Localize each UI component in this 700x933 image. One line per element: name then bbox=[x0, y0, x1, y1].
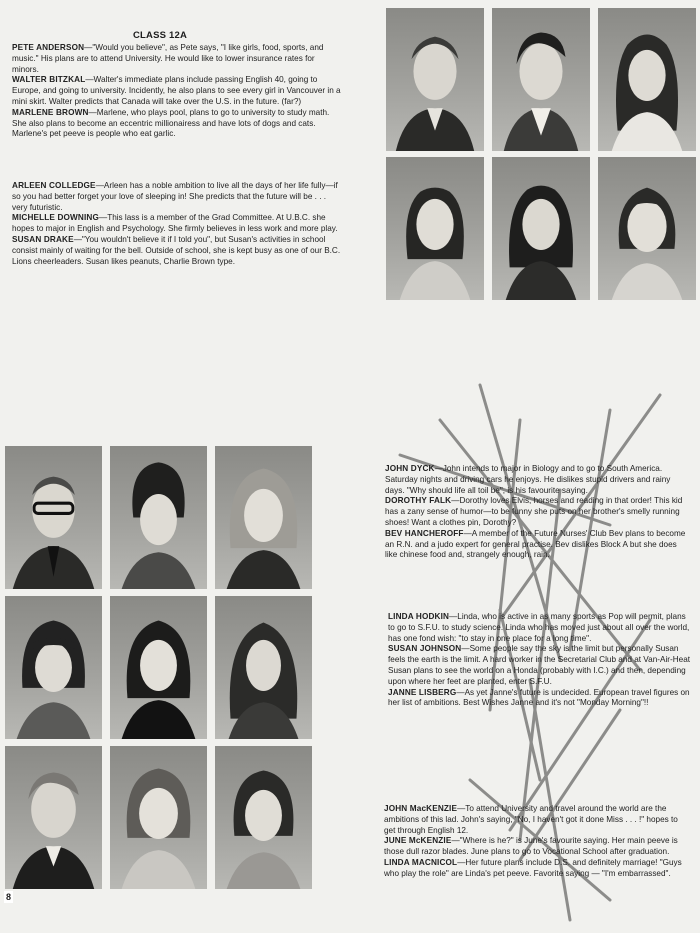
entry-john-mackenzie: JOHN MacKENZIE—To attend University and travel around the world are the ambitions of this lad. John's saying, "No, I haven't got it done Miss . . . !" hopes to get through English 12. bbox=[384, 804, 678, 835]
entry-arleen-colledge: ARLEEN COLLEDGE—Arleen has a noble ambition to live all the days of her life fully—if so you had better forget your love of sleeping in! She predicts that the future will be . . . very futuristic. bbox=[12, 181, 338, 212]
entry-dorothy-falk: DOROTHY FALK—Dorothy loves Elvis, horses and reading in that order! This kid has a zany sense of humor—to be funny she puts on her brother's smelly running shoes! Want a clothes pin, Dorothy? bbox=[385, 496, 683, 527]
portrait-photo bbox=[492, 8, 590, 151]
entry-susan-drake: SUSAN DRAKE—"You wouldn't believe it if I told you", but Susan's activities in school consist mainly of waiting for the bell. Outside of school, she is kept busy as one of our B.C. Lions cheerleaders. Susan likes peanuts, Charlie Brown type. bbox=[12, 234, 341, 266]
portrait-photo bbox=[215, 446, 312, 589]
portrait-photo bbox=[598, 157, 696, 300]
photo-grid-bottom bbox=[5, 446, 312, 889]
photo-grid-top bbox=[386, 8, 696, 300]
portrait-photo bbox=[215, 746, 312, 889]
portrait-photo bbox=[5, 746, 102, 889]
portrait-photo bbox=[5, 596, 102, 739]
entry-june-mckenzie: JUNE McKENZIE—"Where is he?" is June's favourite saying. Her main peeve is those dull razor blades. June plans to go to Vocational School after graduation. bbox=[384, 836, 678, 857]
page-title: CLASS 12A bbox=[132, 30, 188, 41]
page-number: 8 bbox=[6, 892, 12, 902]
entry-pete-anderson: PETE ANDERSON—"Would you believe", as Pete says, "I like girls, food, sports, and music." His plans are to attend University. He would like to lower insurance rates for minors. bbox=[12, 43, 324, 74]
entry-linda-hodkin: LINDA HODKIN—Linda, who is active in as many sports as Pop will permit, plans to go to S.F.U. to study science. Linda who has moved just about all over the world, has one fond wish: "to stay in one place for a long time". bbox=[388, 612, 690, 643]
text-block-top-1 bbox=[12, 43, 342, 140]
text-block-right-3 bbox=[384, 804, 690, 880]
portrait-photo bbox=[110, 746, 207, 889]
portrait-photo bbox=[110, 446, 207, 589]
entry-john-dyck: JOHN DYCK—John intends to major in Biology and to go to South America. Saturday nights and driving cars he enjoys. He dislikes stupid drivers and rainy days. "Why should life all toil be", is his favourite saying. bbox=[385, 464, 671, 495]
text-block-top-2 bbox=[12, 181, 342, 267]
text-block-right-1 bbox=[385, 464, 690, 561]
portrait-photo bbox=[110, 596, 207, 739]
portrait-photo bbox=[598, 8, 696, 151]
entry-susan-johnson: SUSAN JOHNSON—Some people say the sky is the limit but personally Susan feels the earth is the limit. A hard worker in the Secretarial Club and at Van-Air-Heat Susan plans to see the world on a Honda (probably with I.C.) and then, depending upon where her feet are planted, enter S.F.U. bbox=[388, 644, 691, 686]
entry-bev-hancheroff: BEV HANCHEROFF—A member of the Future Nurses' Club Bev plans to become an R.N. and a judo expert for general practise. Bev dislikes Block A but she does like chinese food and, strangely enough, rain. bbox=[385, 528, 686, 560]
portrait-photo bbox=[386, 8, 484, 151]
portrait-photo bbox=[215, 596, 312, 739]
portrait-photo bbox=[492, 157, 590, 300]
portrait-photo bbox=[386, 157, 484, 300]
entry-janne-lisberg: JANNE LISBERG—As yet Janne's future is undecided. European travel figures on her list of ambitions. Best Wishes Janne and it's not "Monday Morning"!! bbox=[388, 687, 690, 708]
entry-linda-macnicol: LINDA MACNICOL—Her future plans include D.S. and definitely marriage! "Guys who play the role" are Linda's pet peeve. Favorite saying — "I'm embarrassed". bbox=[384, 857, 682, 878]
portrait-photo bbox=[5, 446, 102, 589]
entry-marlene-brown: MARLENE BROWN—Marlene, who plays pool, plans to go to university to study math. She also plans to become an eccentric millionairess and have lots of dogs and cats. Marlene's pet peeve is people who eat garlic. bbox=[12, 107, 330, 139]
entry-michelle-downing: MICHELLE DOWNING—This lass is a member of the Grad Committee. At U.B.C. she hopes to major in English and Psychology. She firmly believes in less work and more play. bbox=[12, 213, 338, 234]
text-block-right-2 bbox=[388, 612, 691, 709]
entry-walter-bitzkal: WALTER BITZKAL—Walter's immediate plans include passing English 40, going to Europe, and going to university. Incidently, he also plans to see every girl in Vancouver in a mini skirt. Walter predicts that Canada will take over the U.S. in the future. (far?) bbox=[12, 75, 341, 106]
